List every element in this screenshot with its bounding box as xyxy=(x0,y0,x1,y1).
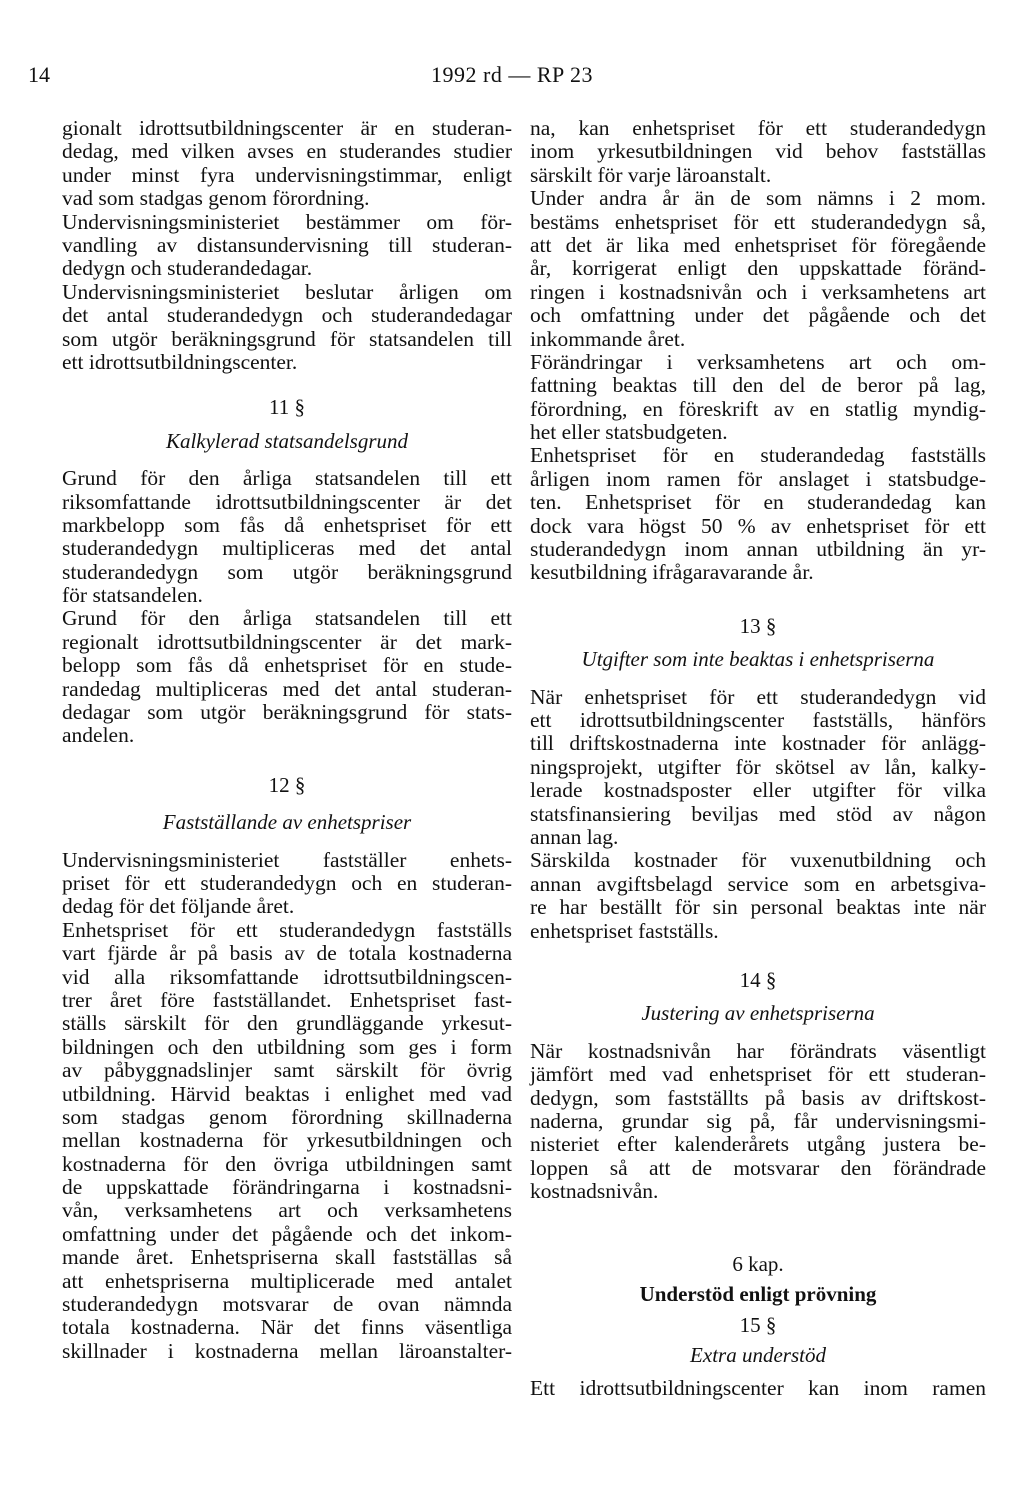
text-line: Förändringar i verksamhetens art och om- xyxy=(530,349,986,374)
text-line: bildningen och den utbildning som ges i form xyxy=(62,1034,512,1059)
text-line: Undervisningsministeriet beslutar årligen om xyxy=(62,279,512,304)
text-line: vid alla riksomfattande idrottsutbildningscen- xyxy=(62,964,512,989)
paragraph xyxy=(530,849,986,943)
text-line: år, korrigerat enligt den uppskattade föränd- xyxy=(530,256,986,281)
paragraph xyxy=(62,607,512,747)
paragraph xyxy=(530,1040,986,1204)
text-line: som stadgas genom förordning skillnaderna xyxy=(62,1104,512,1129)
paragraph xyxy=(62,919,512,1363)
chapter-number: 6 kap. xyxy=(732,1252,784,1277)
section-title: Extra understöd xyxy=(690,1342,826,1367)
section-number: 12 § xyxy=(268,772,306,797)
text-line: naderna, grundar sig på, får undervisningsmi- xyxy=(530,1108,986,1133)
text-line: andelen. xyxy=(62,723,135,748)
text-line: När kostnadsnivån har förändrats väsentligt xyxy=(530,1038,986,1063)
text-line: studerandedygn som utgör beräkningsgrund xyxy=(62,559,512,584)
text-line: När enhetspriset för ett studerandedygn vid xyxy=(530,684,986,709)
spacer xyxy=(530,1203,986,1253)
text-line: kostnaderna för den övriga utbildningen samt xyxy=(62,1151,512,1176)
text-line: lerade kostnadsposter eller utgifter för vilka xyxy=(530,778,986,803)
text-line: dedagar som utgör beräkningsgrund för stats- xyxy=(62,700,512,725)
text-line: för statsandelen. xyxy=(62,583,203,608)
text-line: dedag, med vilken avses en studerandes studier xyxy=(62,139,512,164)
text-line: studerandedygn inom annan utbildning än yr- xyxy=(530,537,986,562)
text-line: loppen så att de motsvarar den förändrade xyxy=(530,1155,986,1180)
paragraph xyxy=(530,686,986,850)
paragraph xyxy=(62,281,512,375)
text-line: vad som stadgas genom förordning. xyxy=(62,186,370,211)
text-line: gionalt idrottsutbildningscenter är en studeran- xyxy=(62,116,512,140)
text-line: studerandedygn multipliceras med det antal xyxy=(62,536,512,561)
text-line: Enhetspriset för en studerandedag fastställs xyxy=(530,443,986,468)
text-line: jämfört med vad enhetspriset för ett studeran- xyxy=(530,1062,986,1087)
text-line: inkommande året. xyxy=(530,326,686,351)
paragraph xyxy=(530,187,986,351)
paragraph xyxy=(62,467,512,607)
left-column xyxy=(62,117,512,1363)
text-line: mande året. Enhetspriserna skall fastställas så xyxy=(62,1245,512,1270)
text-line: Grund för den årliga statsandelen till ett xyxy=(62,606,512,631)
text-line: Undervisningsministeriet fastställer enhets- xyxy=(62,847,512,872)
paragraph xyxy=(530,117,986,187)
spacer xyxy=(62,748,512,774)
text-line: enhetspriset fastställs. xyxy=(530,918,719,943)
text-line: ett idrottsutbildningscenter. xyxy=(62,349,298,374)
text-line: skillnader i kostnaderna mellan läroanstalter- xyxy=(62,1338,512,1363)
text-line: inom yrkesutbildningen vid behov fastställas xyxy=(530,139,986,164)
text-line: under minst fyra undervisningstimmar, enligt xyxy=(62,162,512,187)
text-line: studerandedygn motsvarar de ovan nämnda xyxy=(62,1292,512,1317)
text-line: ten. Enhetspriset för en studerandedag kan xyxy=(530,490,986,515)
text-line: dock vara högst 50 % av enhetspriset för ett xyxy=(530,513,986,538)
document-reference: 1992 rd — RP 23 xyxy=(431,62,593,87)
spacer xyxy=(530,585,986,615)
paragraph xyxy=(62,211,512,281)
text-line: regionalt idrottsutbildningscenter är det mark- xyxy=(62,629,512,654)
section-number: 13 § xyxy=(739,613,777,638)
text-line: till driftskostnaderna inte kostnader för anlägg- xyxy=(530,731,986,756)
paragraph xyxy=(530,351,986,445)
page-number: 14 xyxy=(28,62,50,87)
text-line: dedag för det följande året. xyxy=(62,894,295,919)
text-line: het eller statsbudgeten. xyxy=(530,420,728,445)
text-line: av påbyggnadslinjer samt särskilt för övrig xyxy=(62,1058,512,1083)
text-line: och omfattning under det pågående och det xyxy=(530,303,986,328)
text-line: utbildning. Härvid beaktas i enlighet med vad xyxy=(62,1081,512,1106)
text-line: trer året före fastställandet. Enhetspriset fast- xyxy=(62,987,512,1012)
text-line: det antal studerandedygn och studerandedagar xyxy=(62,303,512,328)
text-line: Enhetspriset för ett studerandedygn fastställs xyxy=(62,917,512,942)
text-line: Särskilda kostnader för vuxenutbildning och xyxy=(530,848,986,873)
text-line: markbelopp som fås då enhetspriset för ett xyxy=(62,512,512,537)
text-line: na, kan enhetspriset för ett studerandedygn xyxy=(530,116,986,140)
paragraph xyxy=(530,1377,986,1400)
chapter-title: Understöd enligt prövning xyxy=(639,1281,877,1306)
spacer xyxy=(62,374,512,396)
text-line: bestäms enhetspriset för ett studerandedygn så, xyxy=(530,209,986,234)
text-line: belopp som fås då enhetspriset för en stude- xyxy=(62,653,512,678)
text-line: Under andra år än de som nämns i 2 mom. xyxy=(530,186,986,211)
section-number: 15 § xyxy=(739,1313,777,1338)
text-line: kostnadsnivån. xyxy=(530,1179,659,1204)
text-line: årligen inom ramen för anslaget i statsbudge- xyxy=(530,466,986,491)
right-column xyxy=(530,117,986,1400)
text-line: re har beställt för sin personal beaktas inte när xyxy=(530,895,986,920)
text-line: kesutbildning ifrågaravarande år. xyxy=(530,560,814,585)
text-line: nisteriet efter kalenderårets utgång justera be- xyxy=(530,1132,986,1157)
text-line: vart fjärde år på basis av de totala kostnaderna xyxy=(62,941,512,966)
paragraph xyxy=(530,444,986,584)
text-line: priset för ett studerandedygn och en studeran- xyxy=(62,871,512,895)
text-line: vån, verksamhetens art och verksamhetens xyxy=(62,1198,512,1223)
section-title: Kalkylerad statsandelsgrund xyxy=(165,428,409,453)
section-title: Fastställande av enhetspriser xyxy=(162,810,412,835)
text-line: dedygn och studerandedagar. xyxy=(62,256,313,281)
text-line: randedag multipliceras med det antal studeran- xyxy=(62,676,512,701)
text-line: annan avgiftsbelagd service som en arbetsgiva- xyxy=(530,871,986,896)
text-line: statsfinansiering beviljas med stöd av någon xyxy=(530,801,986,826)
text-line: ningsprojekt, utgifter för skötsel av lån, kalky- xyxy=(530,754,986,779)
text-line: förordning, en föreskrift av en statlig myndig- xyxy=(530,396,986,421)
text-line: särskilt för varje läroanstalt. xyxy=(530,162,772,187)
text-line: totala kostnaderna. När det finns väsentliga xyxy=(62,1315,512,1340)
text-line: Undervisningsministeriet bestämmer om för- xyxy=(62,209,512,234)
text-line: att enhetspriserna multiplicerade med antalet xyxy=(62,1268,512,1293)
paragraph xyxy=(62,117,512,211)
paragraph xyxy=(62,849,512,919)
text-line: omfattning under det pågående och det inkom- xyxy=(62,1221,512,1246)
section-number: 14 § xyxy=(739,967,777,992)
text-line: ett idrottsutbildningscenter fastställs, hänförs xyxy=(530,708,986,733)
text-line: riksomfattande idrottsutbildningscenter är det xyxy=(62,489,512,514)
running-header xyxy=(0,62,1024,92)
section-number: 11 § xyxy=(269,395,305,420)
text-line: de uppskattade förändringarna i kostnadsni- xyxy=(62,1175,512,1200)
text-line: annan lag. xyxy=(530,824,619,849)
text-line: Ett idrottsutbildningscenter kan inom ramen xyxy=(530,1376,986,1401)
text-line: dedygn, som fastställts på basis av driftskost- xyxy=(530,1085,986,1110)
text-line: Grund för den årliga statsandelen till ett xyxy=(62,466,512,491)
text-line: ringen i kostnadsnivån och i verksamhetens art xyxy=(530,279,986,304)
section-title: Justering av enhetspriserna xyxy=(641,1001,875,1026)
text-line: att det är lika med enhetspriset för föregående xyxy=(530,232,986,257)
text-line: mellan kostnaderna för yrkesutbildningen och xyxy=(62,1128,512,1153)
text-line: vandling av distansundervisning till studeran- xyxy=(62,232,512,257)
text-line: fattning beaktas till den del de beror på lag, xyxy=(530,373,986,398)
text-line: som utgör beräkningsgrund för statsandelen till xyxy=(62,326,512,351)
text-line: ställs särskilt för den grundläggande yrkesut- xyxy=(62,1011,512,1036)
section-title: Utgifter som inte beaktas i enhetspriserna xyxy=(581,647,935,672)
spacer xyxy=(530,943,986,969)
